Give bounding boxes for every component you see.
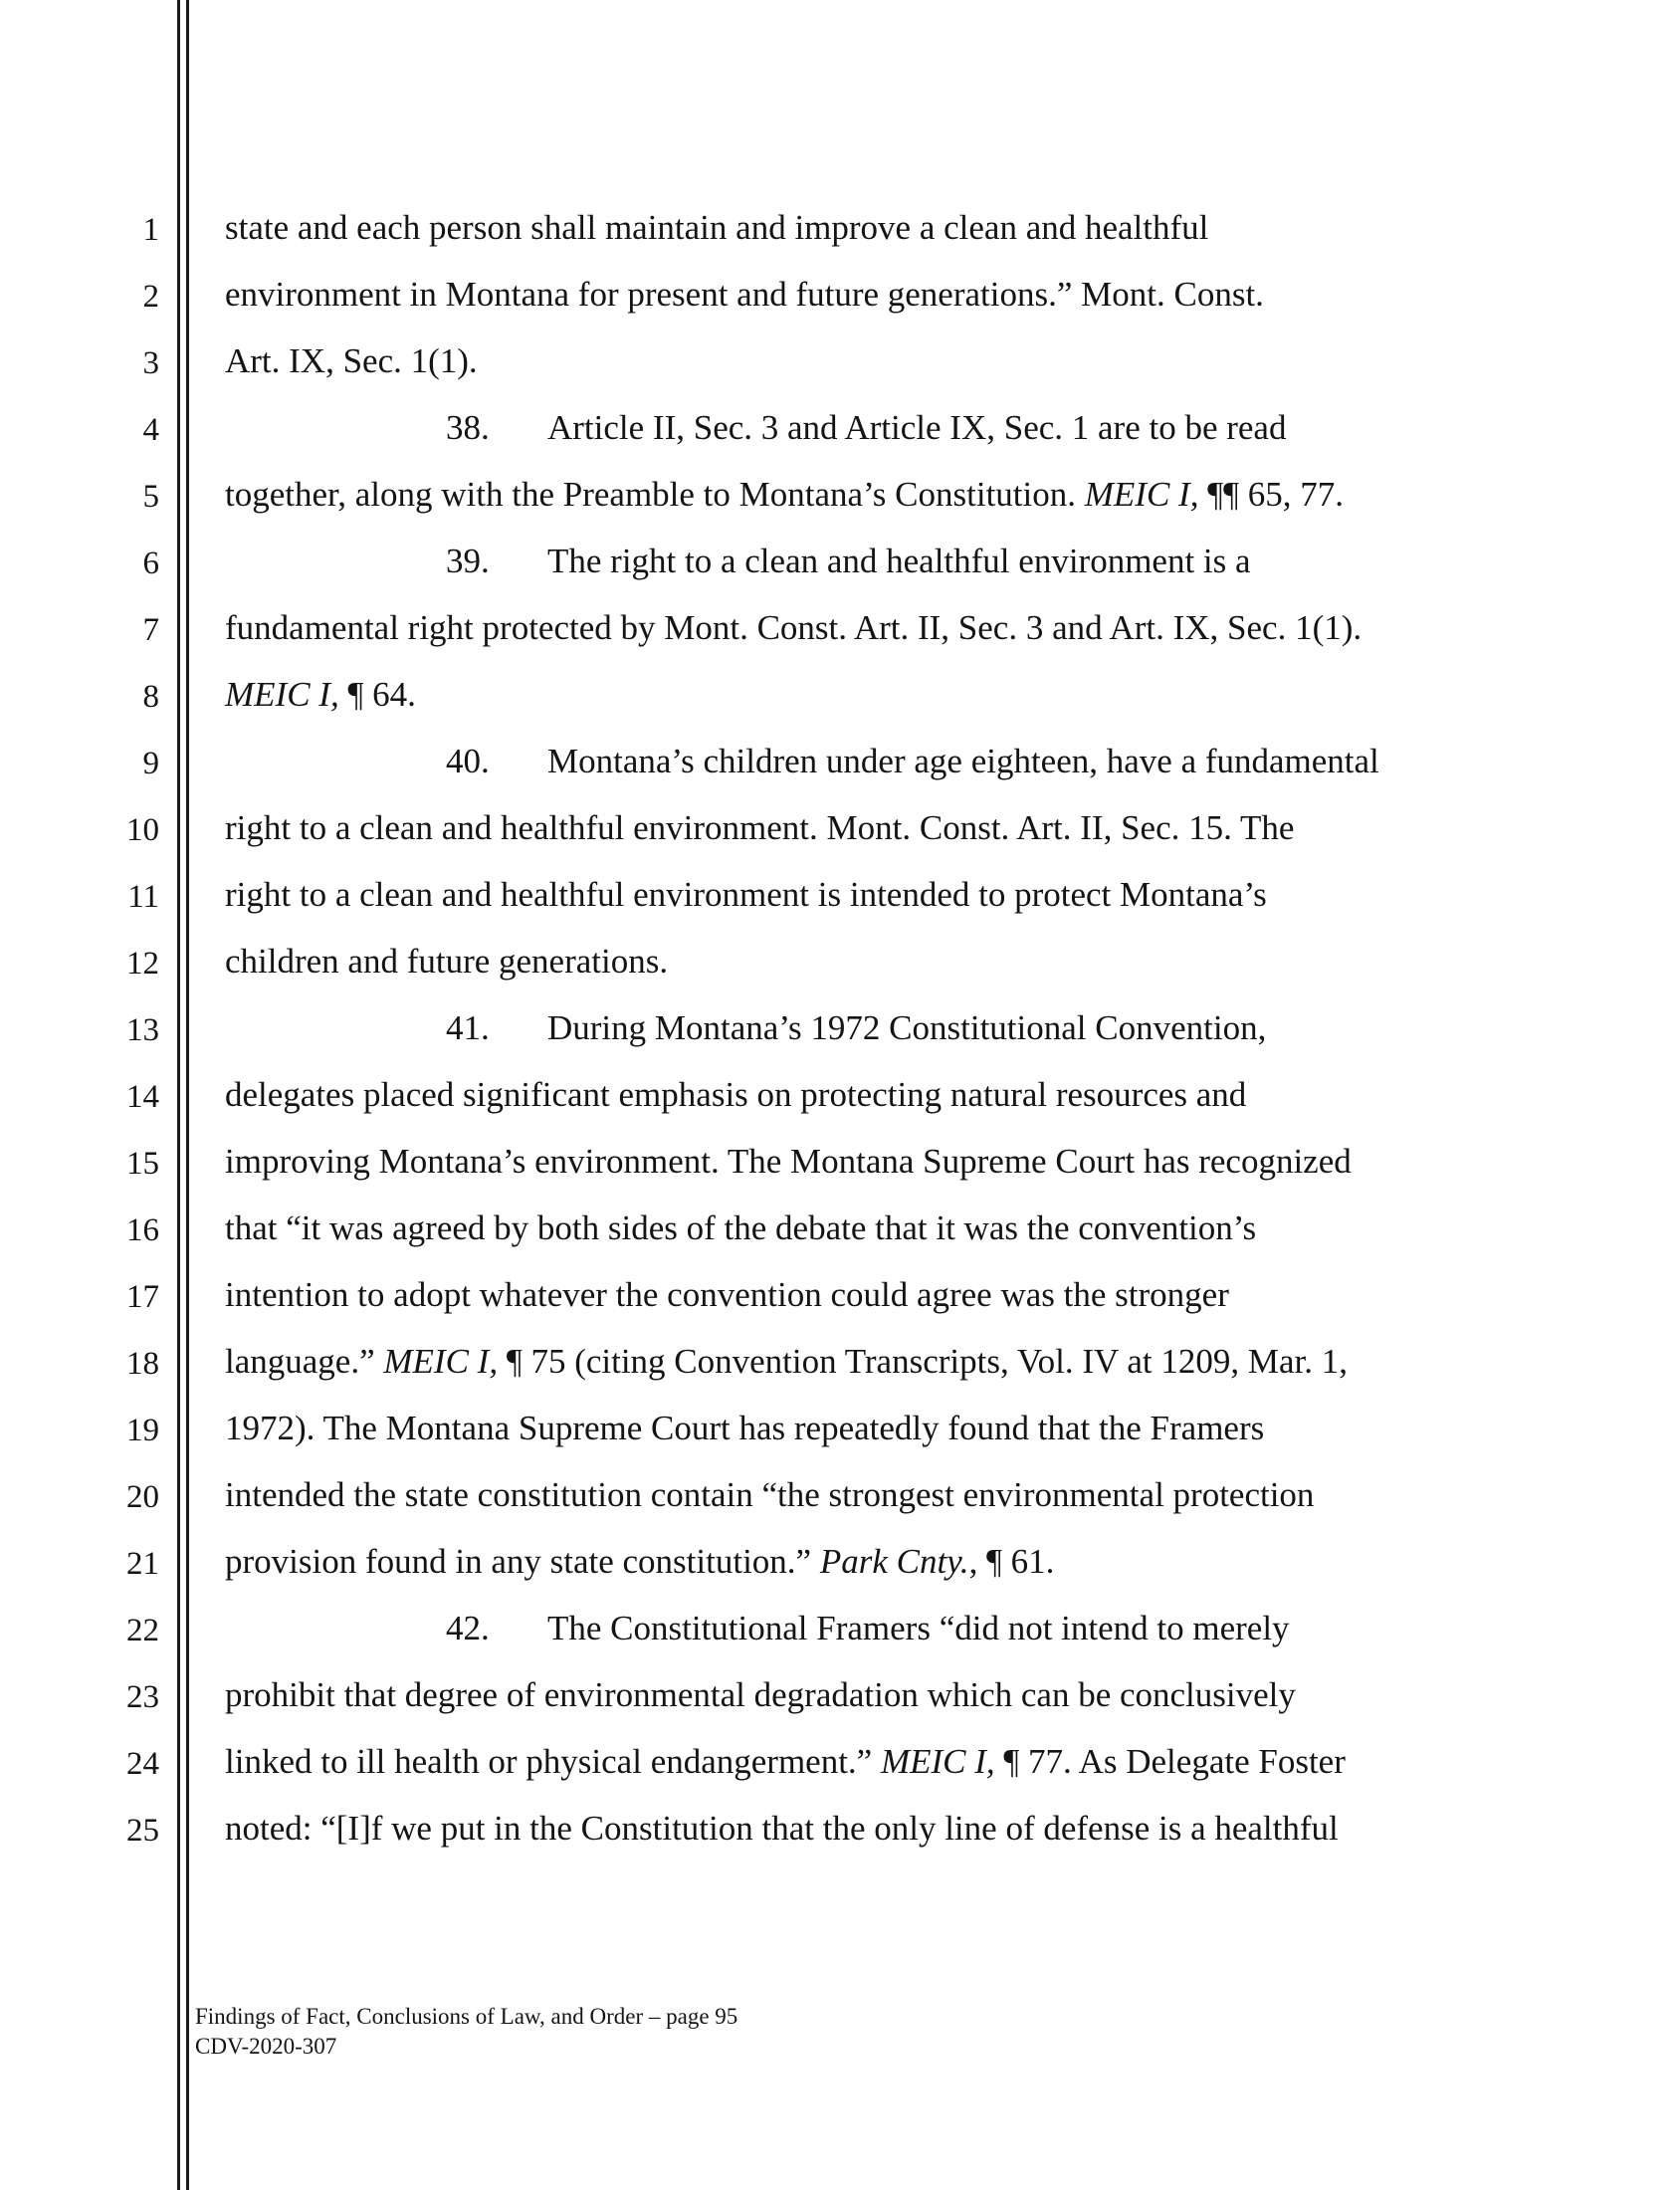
text-line bbox=[225, 1542, 1054, 1582]
line-number: 14 bbox=[126, 1079, 159, 1115]
paragraph-41 bbox=[446, 1008, 1266, 1048]
text-span: The Constitutional Framers “did not intend to merely bbox=[547, 1609, 1290, 1647]
line-number: 13 bbox=[126, 1012, 159, 1048]
text-line: that “it was agreed by both sides of the debate that it was the convention’s bbox=[225, 1208, 1257, 1247]
line-number: 10 bbox=[126, 812, 159, 848]
text-span: Montana’s children under age eighteen, have a fundamental bbox=[547, 742, 1379, 780]
line-number: 25 bbox=[126, 1813, 159, 1849]
paragraph-number: 41. bbox=[446, 1008, 490, 1047]
text-line: intended the state constitution contain “the strongest environmental protection bbox=[225, 1475, 1315, 1514]
line-number: 22 bbox=[126, 1613, 159, 1648]
text-span: During Montana’s 1972 Constitutional Convention, bbox=[547, 1008, 1267, 1047]
text-span: ¶¶ 65, 77. bbox=[1198, 475, 1344, 514]
text-line: children and future generations. bbox=[225, 942, 669, 981]
text-line bbox=[225, 1742, 1346, 1782]
line-number: 6 bbox=[142, 546, 159, 581]
text-line: right to a clean and healthful environment is intended to protect Montana’s bbox=[225, 875, 1267, 914]
line-number: 23 bbox=[126, 1679, 159, 1715]
text-span: ¶ 64. bbox=[338, 675, 416, 714]
line-number: 21 bbox=[126, 1546, 159, 1582]
text-span: Article II, Sec. 3 and Article IX, Sec. 1 are to be read bbox=[547, 408, 1287, 447]
left-margin-rule-inner bbox=[186, 0, 189, 2190]
left-margin-rule bbox=[177, 0, 180, 2190]
text-line bbox=[225, 675, 416, 715]
paragraph-number: 39. bbox=[446, 542, 490, 580]
text-span: The right to a clean and healthful environment is a bbox=[547, 542, 1251, 580]
case-citation: MEIC I, bbox=[383, 1342, 499, 1381]
text-line: intention to adopt whatever the convention could agree was the stronger bbox=[225, 1275, 1229, 1314]
text-span: together, along with the Preamble to Montana’s Constitution. bbox=[225, 475, 1085, 514]
text-span: linked to ill health or physical endangerment.” bbox=[225, 1742, 881, 1781]
text-span: , ¶ 61. bbox=[968, 1542, 1055, 1581]
text-line: improving Montana’s environment. The Montana Supreme Court has recognized bbox=[225, 1142, 1352, 1181]
text-line: delegates placed significant emphasis on protecting natural resources and bbox=[225, 1075, 1247, 1114]
line-number: 15 bbox=[126, 1146, 159, 1182]
paragraph-number: 38. bbox=[446, 408, 490, 447]
text-line: noted: “[I]f we put in the Constitution that the only line of defense is a healthful bbox=[225, 1809, 1339, 1848]
text-line: 1972). The Montana Supreme Court has repeatedly found that the Framers bbox=[225, 1409, 1265, 1447]
paragraph-40 bbox=[446, 742, 1379, 781]
line-number: 7 bbox=[142, 612, 159, 648]
footer-title: Findings of Fact, Conclusions of Law, and Order – page 95 bbox=[195, 2004, 738, 2029]
line-number: 9 bbox=[142, 746, 159, 781]
case-citation: Park Cnty. bbox=[819, 1542, 969, 1581]
line-number: 8 bbox=[142, 679, 159, 715]
text-line: prohibit that degree of environmental degradation which can be conclusively bbox=[225, 1675, 1296, 1714]
line-number: 4 bbox=[142, 412, 159, 448]
case-citation: MEIC I, bbox=[225, 675, 339, 714]
line-number: 19 bbox=[126, 1413, 159, 1448]
paragraph-38 bbox=[446, 408, 1286, 448]
line-number: 11 bbox=[127, 879, 159, 915]
line-number: 24 bbox=[126, 1746, 159, 1782]
line-number: 17 bbox=[126, 1279, 159, 1315]
paragraph-42 bbox=[446, 1609, 1290, 1648]
text-span: ¶ 75 (citing Convention Transcripts, Vol. IV at 1209, Mar. 1, bbox=[498, 1342, 1349, 1381]
paragraph-39 bbox=[446, 542, 1251, 581]
line-number: 1 bbox=[142, 212, 159, 248]
line-number: 2 bbox=[142, 279, 159, 315]
text-line: fundamental right protected by Mont. Const. Art. II, Sec. 3 and Art. IX, Sec. 1(1). bbox=[225, 608, 1363, 647]
text-span: ¶ 77. As Delegate Foster bbox=[994, 1742, 1346, 1781]
line-number: 20 bbox=[126, 1479, 159, 1515]
case-citation: MEIC I, bbox=[1084, 475, 1199, 514]
line-number: 3 bbox=[142, 345, 159, 381]
text-line: Art. IX, Sec. 1(1). bbox=[225, 341, 478, 380]
paragraph-number: 40. bbox=[446, 742, 490, 780]
footer-case-number: CDV-2020-307 bbox=[195, 2034, 337, 2059]
text-span: language.” bbox=[225, 1342, 384, 1381]
text-span: provision found in any state constitution.” bbox=[225, 1542, 820, 1581]
line-number: 16 bbox=[126, 1212, 159, 1248]
paragraph-number: 42. bbox=[446, 1609, 490, 1647]
text-line: environment in Montana for present and future generations.” Mont. Const. bbox=[225, 275, 1264, 314]
line-number: 18 bbox=[126, 1346, 159, 1382]
text-line bbox=[225, 475, 1344, 515]
text-line: state and each person shall maintain and improve a clean and healthful bbox=[225, 208, 1209, 247]
text-line: right to a clean and healthful environment. Mont. Const. Art. II, Sec. 15. The bbox=[225, 808, 1295, 847]
case-citation: MEIC I, bbox=[880, 1742, 995, 1781]
line-number: 5 bbox=[142, 479, 159, 515]
line-number: 12 bbox=[126, 946, 159, 982]
text-line bbox=[225, 1342, 1348, 1382]
